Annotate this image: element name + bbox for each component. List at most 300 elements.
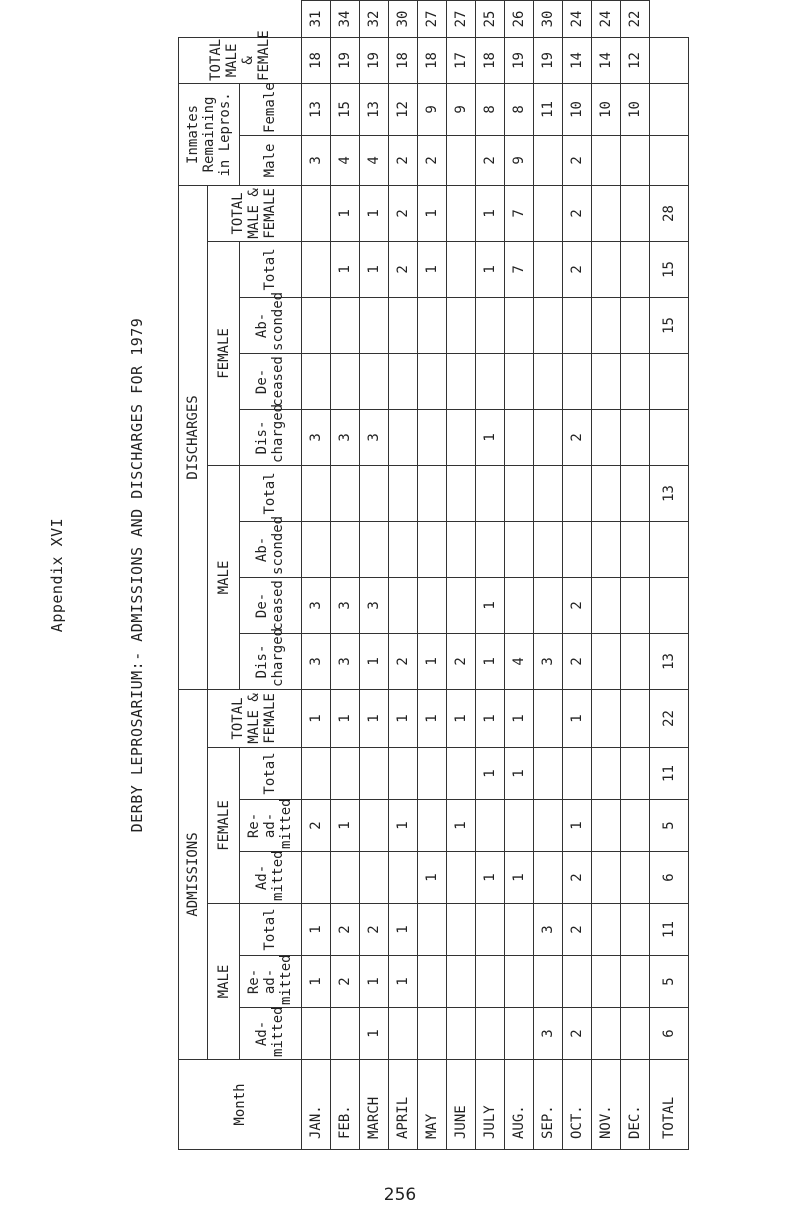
table-row [475, 1, 504, 1150]
table-cell [504, 409, 533, 465]
table-cell [446, 241, 475, 297]
table-cell: 8 [475, 83, 504, 135]
table-cell: 2 [330, 904, 359, 956]
table-cell: 1 [446, 800, 475, 852]
table-cell: 10 [562, 83, 591, 135]
total-cell [649, 353, 688, 409]
total-cell: 28 [649, 185, 688, 241]
col-discharged-female: Dis- charged [240, 409, 301, 465]
table-cell: 1 [504, 852, 533, 904]
table-cell: 1 [388, 956, 417, 1008]
table-cell [446, 748, 475, 800]
table-cell: 19 [504, 37, 533, 83]
table-cell [388, 297, 417, 353]
table-cell: 3 [533, 904, 562, 956]
page-number: 256 [383, 1185, 417, 1205]
table-cell [591, 633, 620, 689]
table-cell: 30 [533, 1, 562, 38]
table-cell [504, 1008, 533, 1060]
adm-female-header: FEMALE [208, 748, 240, 904]
table-cell [533, 956, 562, 1008]
table-cell [591, 904, 620, 956]
table-cell: 19 [359, 37, 388, 83]
table-cell [417, 748, 446, 800]
table-cell [533, 521, 562, 577]
page-title: DERBY LEPROSARIUM:- ADMISSIONS AND DISCHARGES FOR 1979 [128, 317, 146, 833]
table-cell [417, 904, 446, 956]
total-male-female-header: TOTAL MALE & FEMALE [179, 37, 302, 83]
month-cell: DEC. [620, 1060, 649, 1150]
table-cell [475, 1008, 504, 1060]
total-cell: 5 [649, 800, 688, 852]
total-cell: 13 [649, 633, 688, 689]
table-cell: 12 [388, 83, 417, 135]
table-cell: 7 [504, 185, 533, 241]
admissions-discharges-table [178, 0, 689, 1150]
table-cell [330, 465, 359, 521]
table-cell: 30 [388, 1, 417, 38]
table-cell: 2 [446, 633, 475, 689]
table-cell: 1 [359, 689, 388, 747]
table-cell: 3 [359, 409, 388, 465]
table-cell [562, 297, 591, 353]
table-cell: 18 [475, 37, 504, 83]
table-cell: 14 [591, 37, 620, 83]
total-cell: 6 [649, 852, 688, 904]
total-cell: 22 [649, 689, 688, 747]
table-cell [359, 353, 388, 409]
table-cell: 1 [446, 689, 475, 747]
table-cell [533, 689, 562, 747]
table-cell [533, 748, 562, 800]
month-cell: FEB. [330, 1060, 359, 1150]
table-cell [620, 409, 649, 465]
table-cell [562, 956, 591, 1008]
table-body [301, 1, 688, 1150]
table-cell: 2 [562, 135, 591, 185]
appendix-label: Appendix XVI [48, 517, 66, 633]
table-cell: 9 [504, 135, 533, 185]
adm-male-header: MALE [208, 904, 240, 1060]
table-cell: 3 [301, 409, 330, 465]
table-cell: 1 [475, 185, 504, 241]
table-cell [417, 353, 446, 409]
table-cell: 12 [620, 37, 649, 83]
table-cell: 1 [388, 800, 417, 852]
table-cell [359, 521, 388, 577]
table-cell: 9 [446, 83, 475, 135]
table-cell: 14 [562, 37, 591, 83]
table-cell [620, 241, 649, 297]
total-cell [649, 521, 688, 577]
table-cell [330, 297, 359, 353]
table-row [359, 1, 388, 1150]
table-cell: 3 [330, 577, 359, 633]
table-cell: 2 [388, 633, 417, 689]
table-cell: 2 [359, 904, 388, 956]
dis-male-header: MALE [208, 465, 240, 689]
table-row [620, 1, 649, 1150]
col-admitted-female: Ad- mitted [240, 852, 301, 904]
table-cell [591, 135, 620, 185]
table-cell [301, 185, 330, 241]
col-inmates-male: Male [240, 135, 301, 185]
table-cell [620, 689, 649, 747]
col-total-dis-female: Total [240, 241, 301, 297]
table-cell [475, 800, 504, 852]
table-cell: 1 [330, 800, 359, 852]
table-cell [301, 1008, 330, 1060]
total-cell [649, 135, 688, 185]
table-cell: 1 [417, 185, 446, 241]
table-cell [475, 904, 504, 956]
table-cell [620, 135, 649, 185]
table-cell: 11 [533, 83, 562, 135]
dis-total-mf-header: TOTAL MALE & FEMALE [208, 185, 301, 241]
month-cell: SEP. [533, 1060, 562, 1150]
table-cell: 1 [330, 689, 359, 747]
table-cell [504, 956, 533, 1008]
table-cell: 1 [330, 185, 359, 241]
table-cell: 1 [562, 689, 591, 747]
table-cell: 3 [330, 633, 359, 689]
table-cell [446, 185, 475, 241]
month-cell: MARCH [359, 1060, 388, 1150]
table-cell [620, 800, 649, 852]
table-cell [533, 465, 562, 521]
table-cell: 13 [301, 83, 330, 135]
table-cell: 1 [417, 852, 446, 904]
table-cell [620, 577, 649, 633]
table-cell [417, 956, 446, 1008]
table-cell: 1 [301, 956, 330, 1008]
table-cell [388, 465, 417, 521]
month-cell: JULY [475, 1060, 504, 1150]
table-cell: 2 [562, 633, 591, 689]
table-cell: 1 [475, 577, 504, 633]
table-cell [359, 297, 388, 353]
col-total-adm-female: Total [240, 748, 301, 800]
table-cell [562, 521, 591, 577]
table-cell: 1 [475, 852, 504, 904]
table-cell [417, 409, 446, 465]
month-cell: JAN. [301, 1060, 330, 1150]
table-cell: 2 [417, 135, 446, 185]
table-row [591, 1, 620, 1150]
table-cell [504, 521, 533, 577]
table-cell [591, 852, 620, 904]
table-cell [533, 297, 562, 353]
col-inmates-female: Female [240, 83, 301, 135]
adm-total-mf-header: TOTAL MALE & FEMALE [208, 689, 301, 747]
table-cell: 1 [388, 904, 417, 956]
admissions-header: ADMISSIONS [179, 689, 208, 1059]
table-cell [591, 353, 620, 409]
table-cell [446, 409, 475, 465]
table-cell: 24 [562, 1, 591, 38]
table-cell [446, 577, 475, 633]
table-cell: 4 [504, 633, 533, 689]
table-cell: 4 [330, 135, 359, 185]
table-cell [504, 353, 533, 409]
table-cell: 1 [301, 689, 330, 747]
table-cell [330, 521, 359, 577]
total-cell: 13 [649, 465, 688, 521]
table-cell: 1 [359, 185, 388, 241]
table-cell: 10 [620, 83, 649, 135]
table-cell [620, 956, 649, 1008]
table-cell [446, 956, 475, 1008]
col-deceased-male: De- ceased [240, 577, 301, 633]
col-absconded-female: Ab- sconded [240, 297, 301, 353]
table-cell: 1 [388, 689, 417, 747]
table-cell: 25 [475, 1, 504, 38]
table-cell: 2 [562, 852, 591, 904]
table-cell [388, 852, 417, 904]
table-cell [533, 409, 562, 465]
table-cell [591, 241, 620, 297]
table-cell: 19 [330, 37, 359, 83]
table-cell [330, 1008, 359, 1060]
total-row [649, 1, 688, 1150]
table-cell: 2 [562, 185, 591, 241]
total-cell: 5 [649, 956, 688, 1008]
table-cell [591, 1008, 620, 1060]
table-cell [533, 577, 562, 633]
table-row [446, 1, 475, 1150]
table-cell: 2 [562, 904, 591, 956]
table-cell [475, 465, 504, 521]
table-cell: 1 [475, 748, 504, 800]
table-row [330, 1, 359, 1150]
table-cell [620, 521, 649, 577]
table-cell [504, 465, 533, 521]
table-cell: 2 [388, 185, 417, 241]
total-cell: 6 [649, 1008, 688, 1060]
table-cell: 4 [359, 135, 388, 185]
table-cell: 1 [475, 633, 504, 689]
table-cell [475, 353, 504, 409]
total-cell: 11 [649, 748, 688, 800]
table-cell [620, 904, 649, 956]
table-cell: 2 [475, 135, 504, 185]
table-cell [475, 956, 504, 1008]
table-cell: 26 [504, 1, 533, 38]
table-cell: 3 [533, 633, 562, 689]
table-cell: 9 [417, 83, 446, 135]
table-cell: 34 [330, 1, 359, 38]
total-cell: 11 [649, 904, 688, 956]
table-cell: 3 [301, 135, 330, 185]
table-cell: 1 [504, 689, 533, 747]
col-readmitted-male: Re-ad- mitted [240, 956, 301, 1008]
table-cell [359, 852, 388, 904]
table-cell [591, 800, 620, 852]
table-row [301, 1, 330, 1150]
month-cell: JUNE [446, 1060, 475, 1150]
table-cell [620, 185, 649, 241]
table-cell [330, 748, 359, 800]
table-cell [591, 185, 620, 241]
total-cell [649, 83, 688, 135]
table-cell: 1 [359, 633, 388, 689]
table-cell: 1 [417, 633, 446, 689]
month-cell: OCT. [562, 1060, 591, 1150]
table-cell: 18 [417, 37, 446, 83]
table-cell [388, 521, 417, 577]
table-cell [504, 904, 533, 956]
table-cell [388, 1008, 417, 1060]
table-cell [359, 748, 388, 800]
table-cell [446, 297, 475, 353]
table-cell [388, 409, 417, 465]
table-cell [591, 748, 620, 800]
month-cell: AUG. [504, 1060, 533, 1150]
table-cell [388, 577, 417, 633]
table-cell: 2 [388, 135, 417, 185]
table-cell [562, 353, 591, 409]
total-cell [649, 577, 688, 633]
table-cell [446, 521, 475, 577]
table-row [417, 1, 446, 1150]
table-cell [620, 852, 649, 904]
table-cell [301, 353, 330, 409]
table-cell: 13 [359, 83, 388, 135]
table-cell [388, 353, 417, 409]
table-cell: 2 [301, 800, 330, 852]
table-cell [533, 800, 562, 852]
table-cell [330, 353, 359, 409]
table-cell: 27 [417, 1, 446, 38]
table-cell: 1 [475, 241, 504, 297]
table-cell: 31 [301, 1, 330, 38]
inmates-remaining-header: Inmates Remaining in Lepros. [179, 83, 240, 185]
table-cell: 3 [330, 409, 359, 465]
table-cell [591, 956, 620, 1008]
table-cell [591, 577, 620, 633]
table-cell [446, 852, 475, 904]
table-cell: 1 [359, 241, 388, 297]
table-cell: 1 [359, 1008, 388, 1060]
table-cell [504, 577, 533, 633]
table-cell [301, 852, 330, 904]
table-cell [446, 1008, 475, 1060]
month-header: Month [179, 1060, 302, 1150]
table-row [388, 1, 417, 1150]
table-cell: 17 [446, 37, 475, 83]
table-cell: 1 [359, 956, 388, 1008]
table-cell [504, 297, 533, 353]
table-cell: 2 [388, 241, 417, 297]
table-cell [591, 409, 620, 465]
table-cell [446, 465, 475, 521]
table-cell: 1 [562, 800, 591, 852]
table-cell: 2 [330, 956, 359, 1008]
table-cell: 8 [504, 83, 533, 135]
table-row [562, 1, 591, 1150]
table-cell: 3 [533, 1008, 562, 1060]
table-cell: 1 [330, 241, 359, 297]
total-cell [649, 409, 688, 465]
col-total-adm-male: Total [240, 904, 301, 956]
table-cell [417, 1008, 446, 1060]
table-cell [417, 297, 446, 353]
table-cell [301, 465, 330, 521]
table-cell [504, 800, 533, 852]
table-cell [359, 465, 388, 521]
table-cell [533, 185, 562, 241]
table-cell: 22 [620, 1, 649, 38]
table-cell [591, 297, 620, 353]
table-cell: 18 [388, 37, 417, 83]
month-cell: APRIL [388, 1060, 417, 1150]
table-cell [620, 465, 649, 521]
month-cell: MAY [417, 1060, 446, 1150]
table-cell [620, 633, 649, 689]
col-absconded-male: Ab- sconded [240, 521, 301, 577]
table-cell: 2 [562, 241, 591, 297]
table-cell: 10 [591, 83, 620, 135]
table-row [533, 1, 562, 1150]
table-cell: 2 [562, 1008, 591, 1060]
table-cell: 1 [475, 689, 504, 747]
col-discharged-male: Dis- charged [240, 633, 301, 689]
table-cell: 15 [330, 83, 359, 135]
table-cell: 7 [504, 241, 533, 297]
table-cell: 1 [475, 409, 504, 465]
table-cell [446, 904, 475, 956]
table-cell [533, 241, 562, 297]
table-cell: 18 [301, 37, 330, 83]
col-admitted-male: Ad- mitted [240, 1008, 301, 1060]
table-cell: 2 [562, 577, 591, 633]
table-cell [591, 465, 620, 521]
table-cell [591, 521, 620, 577]
table-cell: 1 [417, 689, 446, 747]
table-cell: 24 [591, 1, 620, 38]
table-cell [417, 577, 446, 633]
table-cell [417, 800, 446, 852]
total-cell: 15 [649, 241, 688, 297]
table-cell [388, 748, 417, 800]
table-cell [301, 297, 330, 353]
total-label: TOTAL [649, 1060, 688, 1150]
table-cell [591, 689, 620, 747]
dis-female-header: FEMALE [208, 241, 240, 465]
table-cell [620, 748, 649, 800]
col-total-dis-male: Total [240, 465, 301, 521]
discharges-header: DISCHARGES [179, 185, 208, 689]
table-cell [620, 297, 649, 353]
month-cell: NOV. [591, 1060, 620, 1150]
table-cell: 3 [301, 633, 330, 689]
table-cell [301, 241, 330, 297]
table-cell [417, 521, 446, 577]
table-cell [475, 297, 504, 353]
total-cell [649, 37, 688, 83]
table-cell [620, 353, 649, 409]
table-cell [533, 135, 562, 185]
col-readmitted-female: Re-ad- mitted [240, 800, 301, 852]
table-cell [359, 800, 388, 852]
table-cell [446, 135, 475, 185]
table-cell [562, 465, 591, 521]
table-cell: 3 [301, 577, 330, 633]
table-cell: 3 [359, 577, 388, 633]
total-cell: 15 [649, 297, 688, 353]
table-cell: 1 [504, 748, 533, 800]
col-deceased-female: De- ceased [240, 353, 301, 409]
